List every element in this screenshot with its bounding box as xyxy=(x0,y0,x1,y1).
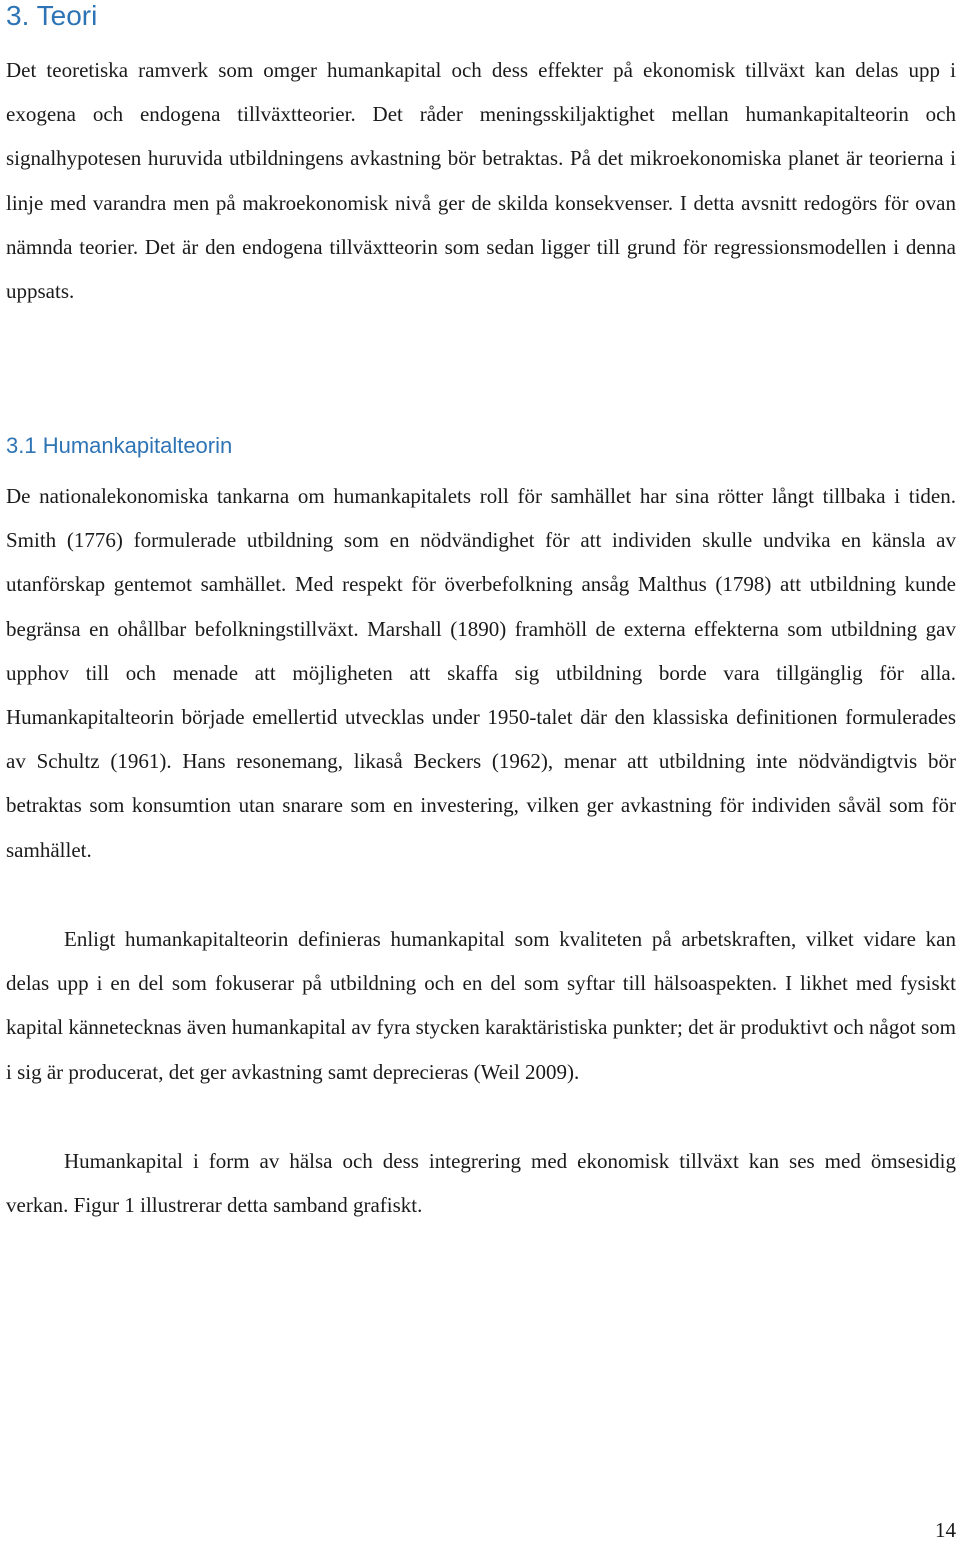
section-paragraph-2: Enligt humankapitalteorin definieras humankapital som kvaliteten på arbetskraften, vilket vidare kan delas upp i en del som fokuserar på utbildning och en del som syftar till hälsoaspekten. I likhet med fysiskt kapital kännetecknas även humankapital av fyra stycken karaktäristiska punkter; det är produktivt och något som i sig är producerat, det ger avkastning samt deprecieras (Weil 2009). xyxy=(6,927,956,1084)
page-number: 14 xyxy=(935,1518,956,1542)
section-paragraph-3: Humankapital i form av hälsa och dess integrering med ekonomisk tillväxt kan ses med ömsesidig verkan. Figur 1 illustrerar detta samband grafiskt. xyxy=(6,1149,956,1218)
section-paragraph-1: De nationalekonomiska tankarna om humankapitalets roll för samhället har sina rötter långt tillbaka i tiden. Smith (1776) formulerade utbildning som en nödvändighet för att individen skulle undvika en känsla av utanförskap gentemot samhället. Med respekt för överbefolkning ansåg Malthus (1798) att utbildning kunde begränsa en ohållbar befolkningstillväxt. Marshall (1890) framhöll de externa effekterna som utbildning gav upphov till och menade att möjligheten att skaffa sig utbildning borde vara tillgänglig för alla. Humankapitalteorin började emellertid utvecklas under 1950-talet där den klassiska definitionen formulerades av Schultz (1961). Hans resonemang, likaså Beckers (1962), menar att utbildning inte nödvändigtvis bör betraktas som konsumtion utan snarare som en investering, vilken ger avkastning för individen såväl som för samhället. xyxy=(6,484,956,862)
section-heading: 3.1 Humankapitalteorin xyxy=(6,433,233,458)
chapter-heading: 3. Teori xyxy=(6,0,98,31)
intro-paragraph: Det teoretiska ramverk som omger humankapital och dess effekter på ekonomisk tillväxt kan delas upp i exogena och endogena tillväxtteorier. Det råder meningsskiljaktighet mellan humankapitalteorin och signalhypotesen huruvida utbildningens avkastning bör betraktas. På det mikroekonomiska planet är teorierna i linje med varandra men på makroekonomisk nivå ger de skilda konsekvenser. I detta avsnitt redogörs för ovan nämnda teorier. Det är den endogena tillväxtteorin som sedan ligger till grund för regressionsmodellen i denna uppsats. xyxy=(6,58,956,304)
